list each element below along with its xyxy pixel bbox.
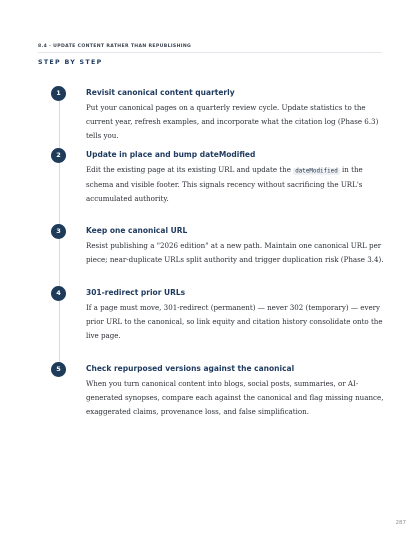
step-body	[86, 163, 386, 206]
step-number-badge: 2	[51, 148, 66, 163]
page-number: 287	[395, 520, 406, 526]
step-title: Keep one canonical URL	[86, 226, 188, 235]
step-number-badge: 1	[51, 86, 66, 101]
step-body: Put your canonical pages on a quarterly review cycle. Update statistics to the current year, refresh examples, and incorporate what the citation log (Phase 6.3) tells you.	[86, 103, 379, 140]
step-body-text: Edit the existing page at its existing URL and update the	[86, 165, 294, 174]
step-body: Resist publishing a "2026 edition" at a new path. Maintain one canonical URL per piece; near-duplicate URLs split authority and trigger duplication risk (Phase 3.4).	[86, 241, 384, 264]
step-body-text: in the schema and visible footer. This signals recency without sacrificing the URL's accumulated authority.	[86, 165, 363, 203]
step-body: When you turn canonical content into blogs, social posts, summaries, or AI-generated synopses, compare each against the canonical and flag missing nuance, exaggerated claims, provenance loss, and false simplification.	[86, 379, 384, 416]
header-divider	[38, 52, 382, 53]
inline-code: dateModified	[295, 168, 338, 174]
step-title: Update in place and bump dateModified	[86, 150, 256, 159]
step-title: 301-redirect prior URLs	[86, 288, 186, 297]
step-title: Check repurposed versions against the canonical	[86, 364, 295, 373]
section-label: STEP BY STEP	[38, 59, 103, 66]
step-body: If a page must move, 301-redirect (permanent) — never 302 (temporary) — every prior URL to the canonical, so link equity and citation history consolidate onto the live page.	[86, 303, 383, 340]
running-head: 8.4 · UPDATE CONTENT RATHER THAN REPUBLISHING	[38, 44, 192, 49]
step-number-badge: 3	[51, 224, 66, 239]
step-number-badge: 4	[51, 286, 66, 301]
step-title: Revisit canonical content quarterly	[86, 88, 235, 97]
step-number-badge: 5	[51, 362, 66, 377]
